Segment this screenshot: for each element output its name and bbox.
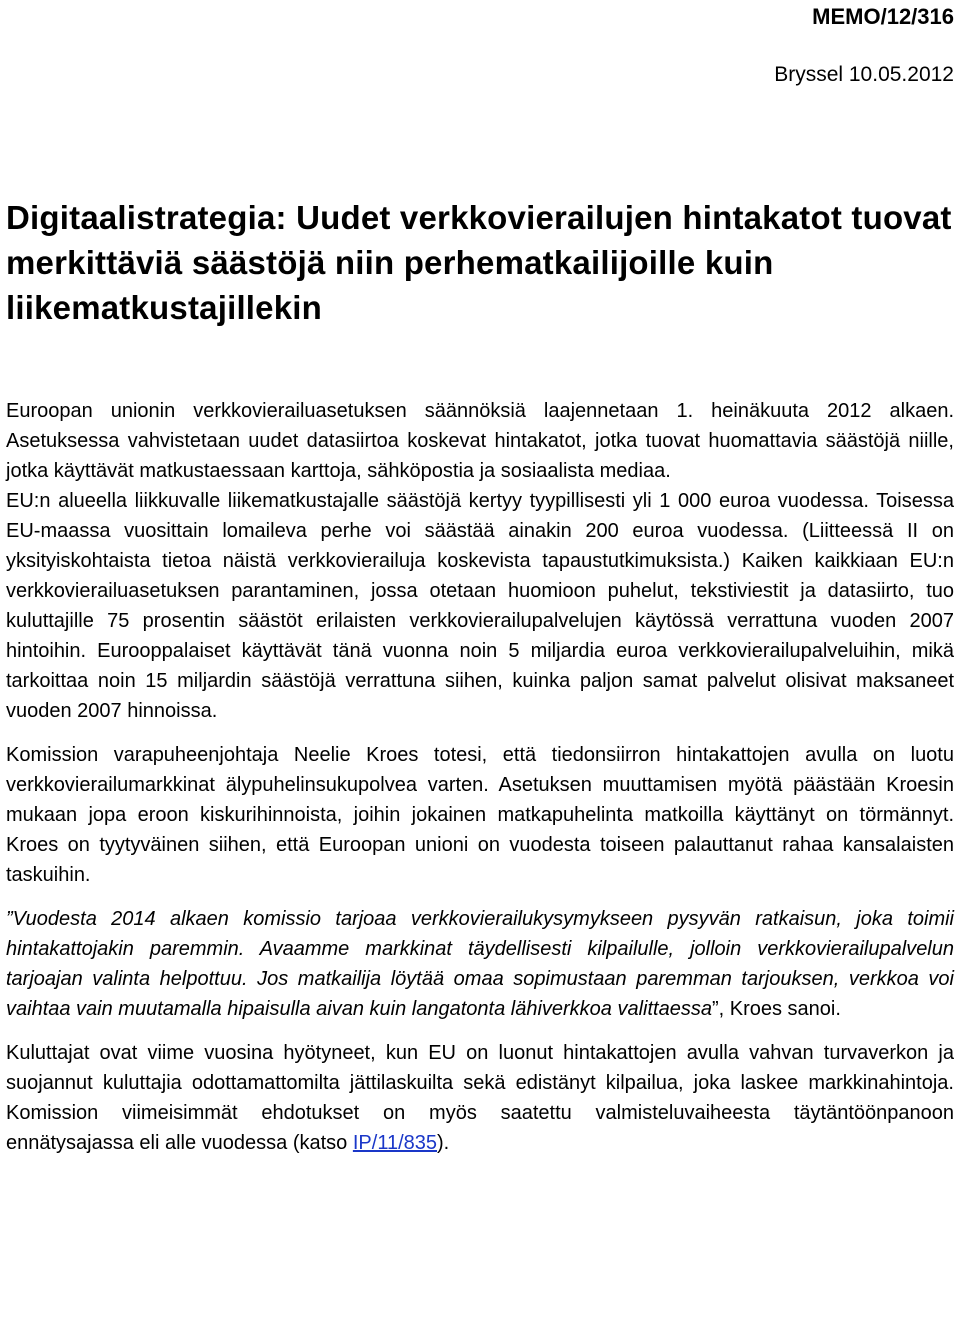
paragraph-consumers-text: Kuluttajat ovat viime vuosina hyötyneet, kun EU on luonut hintakattojen avulla vahvan turvaverkon ja suojannut kuluttajia odottamattomilta jättilaskuilta sekä edistänyt kilpailua, joka laskee markkinahintoja. Komission viimeisimmät ehdotukset on myös saatettu valmisteluvaiheesta täytäntöönpanoon ennätysajassa eli alle vuodessa (katso	[6, 1042, 954, 1154]
document-date: Bryssel 10.05.2012	[774, 63, 954, 86]
memo-reference: MEMO/12/316	[812, 4, 954, 29]
quote-text: ”Vuodesta 2014 alkaen komissio tarjoaa verkkovierailukysymykseen pysyvän ratkaisun, joka toimii hintakattojakin paremmin. Avaamme markkinat täydellisesti kilpailulle, jolloin verkkovierailupalvelun tarjoajan valinta helpottuu. Jos matkailija löytää omaa sopimustaan paremman tarjouksen, verkkoa voi vaihtaa vain muutamalla hipaisulla aivan kuin langatonta lähiverkkoa valittaessa	[6, 908, 954, 1020]
quote-attribution: ”, Kroes sanoi.	[711, 998, 841, 1020]
paragraph-consumers	[6, 1038, 954, 1158]
paragraph-intro	[6, 396, 954, 726]
press-release-link[interactable]: IP/11/835	[352, 1132, 438, 1154]
paragraph-consumers-end: ).	[437, 1132, 450, 1154]
paragraph-intro-text: Euroopan unionin verkkovierailuasetuksen säännöksiä laajennetaan 1. heinäkuuta 2012 alkaen. Asetuksessa vahvistetaan uudet datasiirtoa koskevat hintakatot, jotka tuovat huomattavia säästöjä niille, jotka käyttävät matkustaessaan karttoja, sähköpostia ja sosiaalista mediaa.	[6, 400, 954, 482]
document-body	[6, 396, 954, 1172]
paragraph-kroes-quote	[6, 904, 954, 1024]
paragraph-kroes-statement: Komission varapuheenjohtaja Neelie Kroes totesi, että tiedonsiirron hintakattojen avulla on luotu verkkovierailumarkkinat älypuhelinsukupolvea varten. Asetuksen muuttamisen myötä päästään Kroesin mukaan jopa eroon kiskurihinnoista, joihin jokainen matkapuhelinta matkoilla käyttänyt on törmännyt. Kroes on tyytyväinen siihen, että Euroopan unioni on vuodesta toiseen palauttanut rahaa kansalaisten taskuihin.	[6, 744, 954, 886]
document-page	[6, 0, 956, 1339]
paragraph-savings-text: EU:n alueella liikkuvalle liikematkustajalle säästöjä kertyy tyypillisesti yli 1 000 euroa vuodessa. Toisessa EU-maassa vuosittain lomaileva perhe voi säästää ainakin 200 euroa vuodessa. (Liitteessä II on yksityiskohtaista tietoa näistä verkkovierailuja koskevista tapaustutkimuksista.) Kaiken kaikkiaan EU:n verkkovierailuasetuksen parantaminen, jossa otetaan huomioon puhelut, tekstiviestit ja datasiirto, tuo kuluttajille 75 prosentin säästöt erilaisten verkkovierailupalvelujen käytössä verrattuna vuoden 2007 hintoihin. Eurooppalaiset käyttävät tänä vuonna noin 5 miljardia euroa verkkovierailupalveluihin, mikä tarkoittaa noin 15 miljardin säästöjä verrattuna siihen, kuinka paljon samat palvelut olisivat maksaneet vuoden 2007 hinnoissa.	[6, 490, 954, 722]
document-title: Digitaalistrategia: Uudet verkkovierailujen hintakatot tuovat merkittäviä säästöjä niin perhematkailijoille kuin liikematkustajillekin	[6, 199, 952, 326]
